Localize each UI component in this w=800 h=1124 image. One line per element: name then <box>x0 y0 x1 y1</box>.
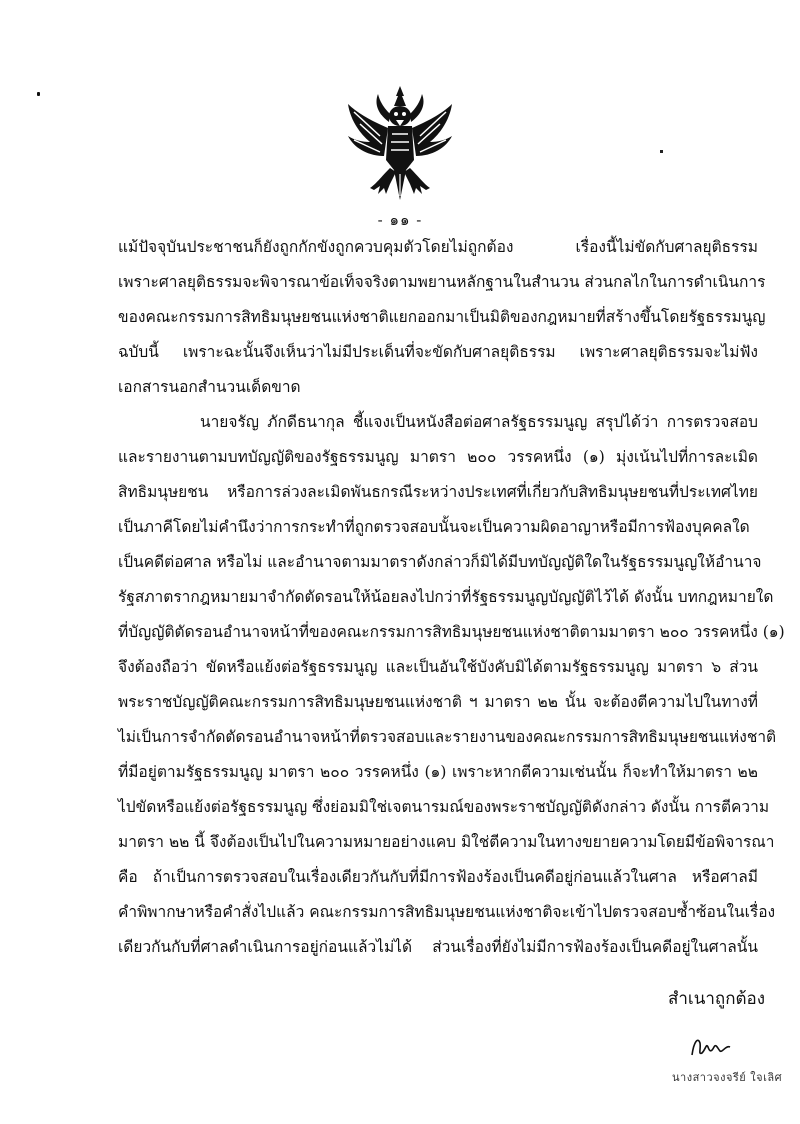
body-line: และรายงานตามบทบัญญัติของรัฐธรรมนูญ มาตรา ๒๐๐ วรรคหนึ่ง (๑) มุ่งเน้นไปที่การละเมิด <box>118 448 758 466</box>
body-line: นายจรัญ ภักดีธนากุล ชี้แจงเป็นหนังสือต่อศาลรัฐธรรมนูญ สรุปได้ว่า การตรวจสอบ <box>200 413 758 431</box>
body-line: เป็นภาคีโดยไม่คำนึงว่าการกระทำที่ถูกตรวจสอบนั้นจะเป็นความผิดอาญาหรือมีการฟ้องบุคคลใด <box>118 518 750 536</box>
body-line: จึงต้องถือว่า ขัดหรือแย้งต่อรัฐธรรมนูญ และเป็นอันใช้บังคับมิได้ตามรัฐธรรมนูญ มาตรา ๖ ส่วน <box>118 658 758 676</box>
handwritten-signature <box>688 1035 738 1061</box>
body-line: รัฐสภาตรากฎหมายมาจำกัดตัดรอนให้น้อยลงไปกว่าที่รัฐธรรมนูญบัญญัติไว้ได้ ดังนั้น บทกฎหมายใด <box>118 588 774 606</box>
body-line: คำพิพากษาหรือคำสั่งไปแล้ว คณะกรรมการสิทธิมนุษยชนแห่งชาติจะเข้าไปตรวจสอบซ้ำซ้อนในเรื่อง <box>118 903 776 921</box>
body-line: ของคณะกรรมการสิทธิมนุษยชนแห่งชาติแยกออกมาเป็นมิติของกฎหมายที่สร้างขึ้นโดยรัฐธรรมนูญ <box>118 308 766 326</box>
body-line: คือ ถ้าเป็นการตรวจสอบในเรื่องเดียวกันกับที่มีการฟ้องร้องเป็นคดีอยู่ก่อนแล้วในศาล หรือศาลมี <box>118 868 758 886</box>
signer-name: นางสาวจงจรีย์ ใจเลิศ <box>672 1071 783 1084</box>
body-line: เดียวกันกับที่ศาลดำเนินการอยู่ก่อนแล้วไม่ได้ ส่วนเรื่องที่ยังไม่มีการฟ้องร้องเป็นคดีอยู่ในศาลนั้น <box>118 938 758 956</box>
body-line: พระราชบัญญัติคณะกรรมการสิทธิมนุษยชนแห่งชาติ ฯ มาตรา ๒๒ นั้น จะต้องตีความไปในทางที่ <box>118 693 758 711</box>
body-line: แม้ปัจจุบันประชาชนก็ยังถูกกักขังถูกควบคุมตัวโดยไม่ถูกต้อง เรื่องนี้ไม่ขัดกับศาลยุติธรรม <box>118 238 758 256</box>
body-line: ไปขัดหรือแย้งต่อรัฐธรรมนูญ ซึ่งย่อมมิใช่เจตนารมณ์ของพระราชบัญญัติดังกล่าว ดังนั้น การตีความ <box>118 798 770 816</box>
body-line: เพราะศาลยุติธรรมจะพิจารณาข้อเท็จจริงตามพยานหลักฐานในสำนวน ส่วนกลไกในการดำเนินการ <box>118 273 766 291</box>
body-line: สิทธิมนุษยชน หรือการล่วงละเมิดพันธกรณีระหว่างประเทศที่เกี่ยวกับสิทธิมนุษยชนที่ประเทศไทย <box>118 483 758 501</box>
certification-stamp: สำเนาถูกต้อง <box>668 989 766 1009</box>
body-line: เป็นคดีต่อศาล หรือไม่ และอำนาจตามมาตราดังกล่าวก็มิได้มีบทบัญญัติใดในรัฐธรรมนูญให้อำนาจ <box>118 553 762 571</box>
body-line: เอกสารนอกสำนวนเด็ดขาด <box>118 378 301 396</box>
garuda-emblem <box>344 84 456 202</box>
body-line: ที่มีอยู่ตามรัฐธรรมนูญ มาตรา ๒๐๐ วรรคหนึ่ง (๑) เพราะหากตีความเช่นนั้น ก็จะทำให้มาตรา ๒๒ <box>118 763 758 781</box>
body-line: มาตรา ๒๒ นี้ จึงต้องเป็นไปในความหมายอย่างแคบ มิใช่ตีความในทางขยายความโดยมีข้อพิจารณา <box>118 833 775 851</box>
body-line: ไม่เป็นการจำกัดตัดรอนอำนาจหน้าที่ตรวจสอบและรายงานของคณะกรรมการสิทธิมนุษยชนแห่งชาติ <box>118 728 777 746</box>
body-line: ฉบับนี้ เพราะฉะนั้นจึงเห็นว่าไม่มีประเด็นที่จะขัดกับศาลยุติธรรม เพราะศาลยุติธรรมจะไม่ฟัง <box>118 343 758 361</box>
scan-speck <box>37 92 40 96</box>
scan-speck <box>660 150 663 153</box>
body-line: ที่บัญญัติตัดรอนอำนาจหน้าที่ของคณะกรรมการสิทธิมนุษยชนแห่งชาติตามมาตรา ๒๐๐ วรรคหนึ่ง (๑) <box>118 623 785 641</box>
page-number: - ๑๑ - <box>377 211 423 229</box>
